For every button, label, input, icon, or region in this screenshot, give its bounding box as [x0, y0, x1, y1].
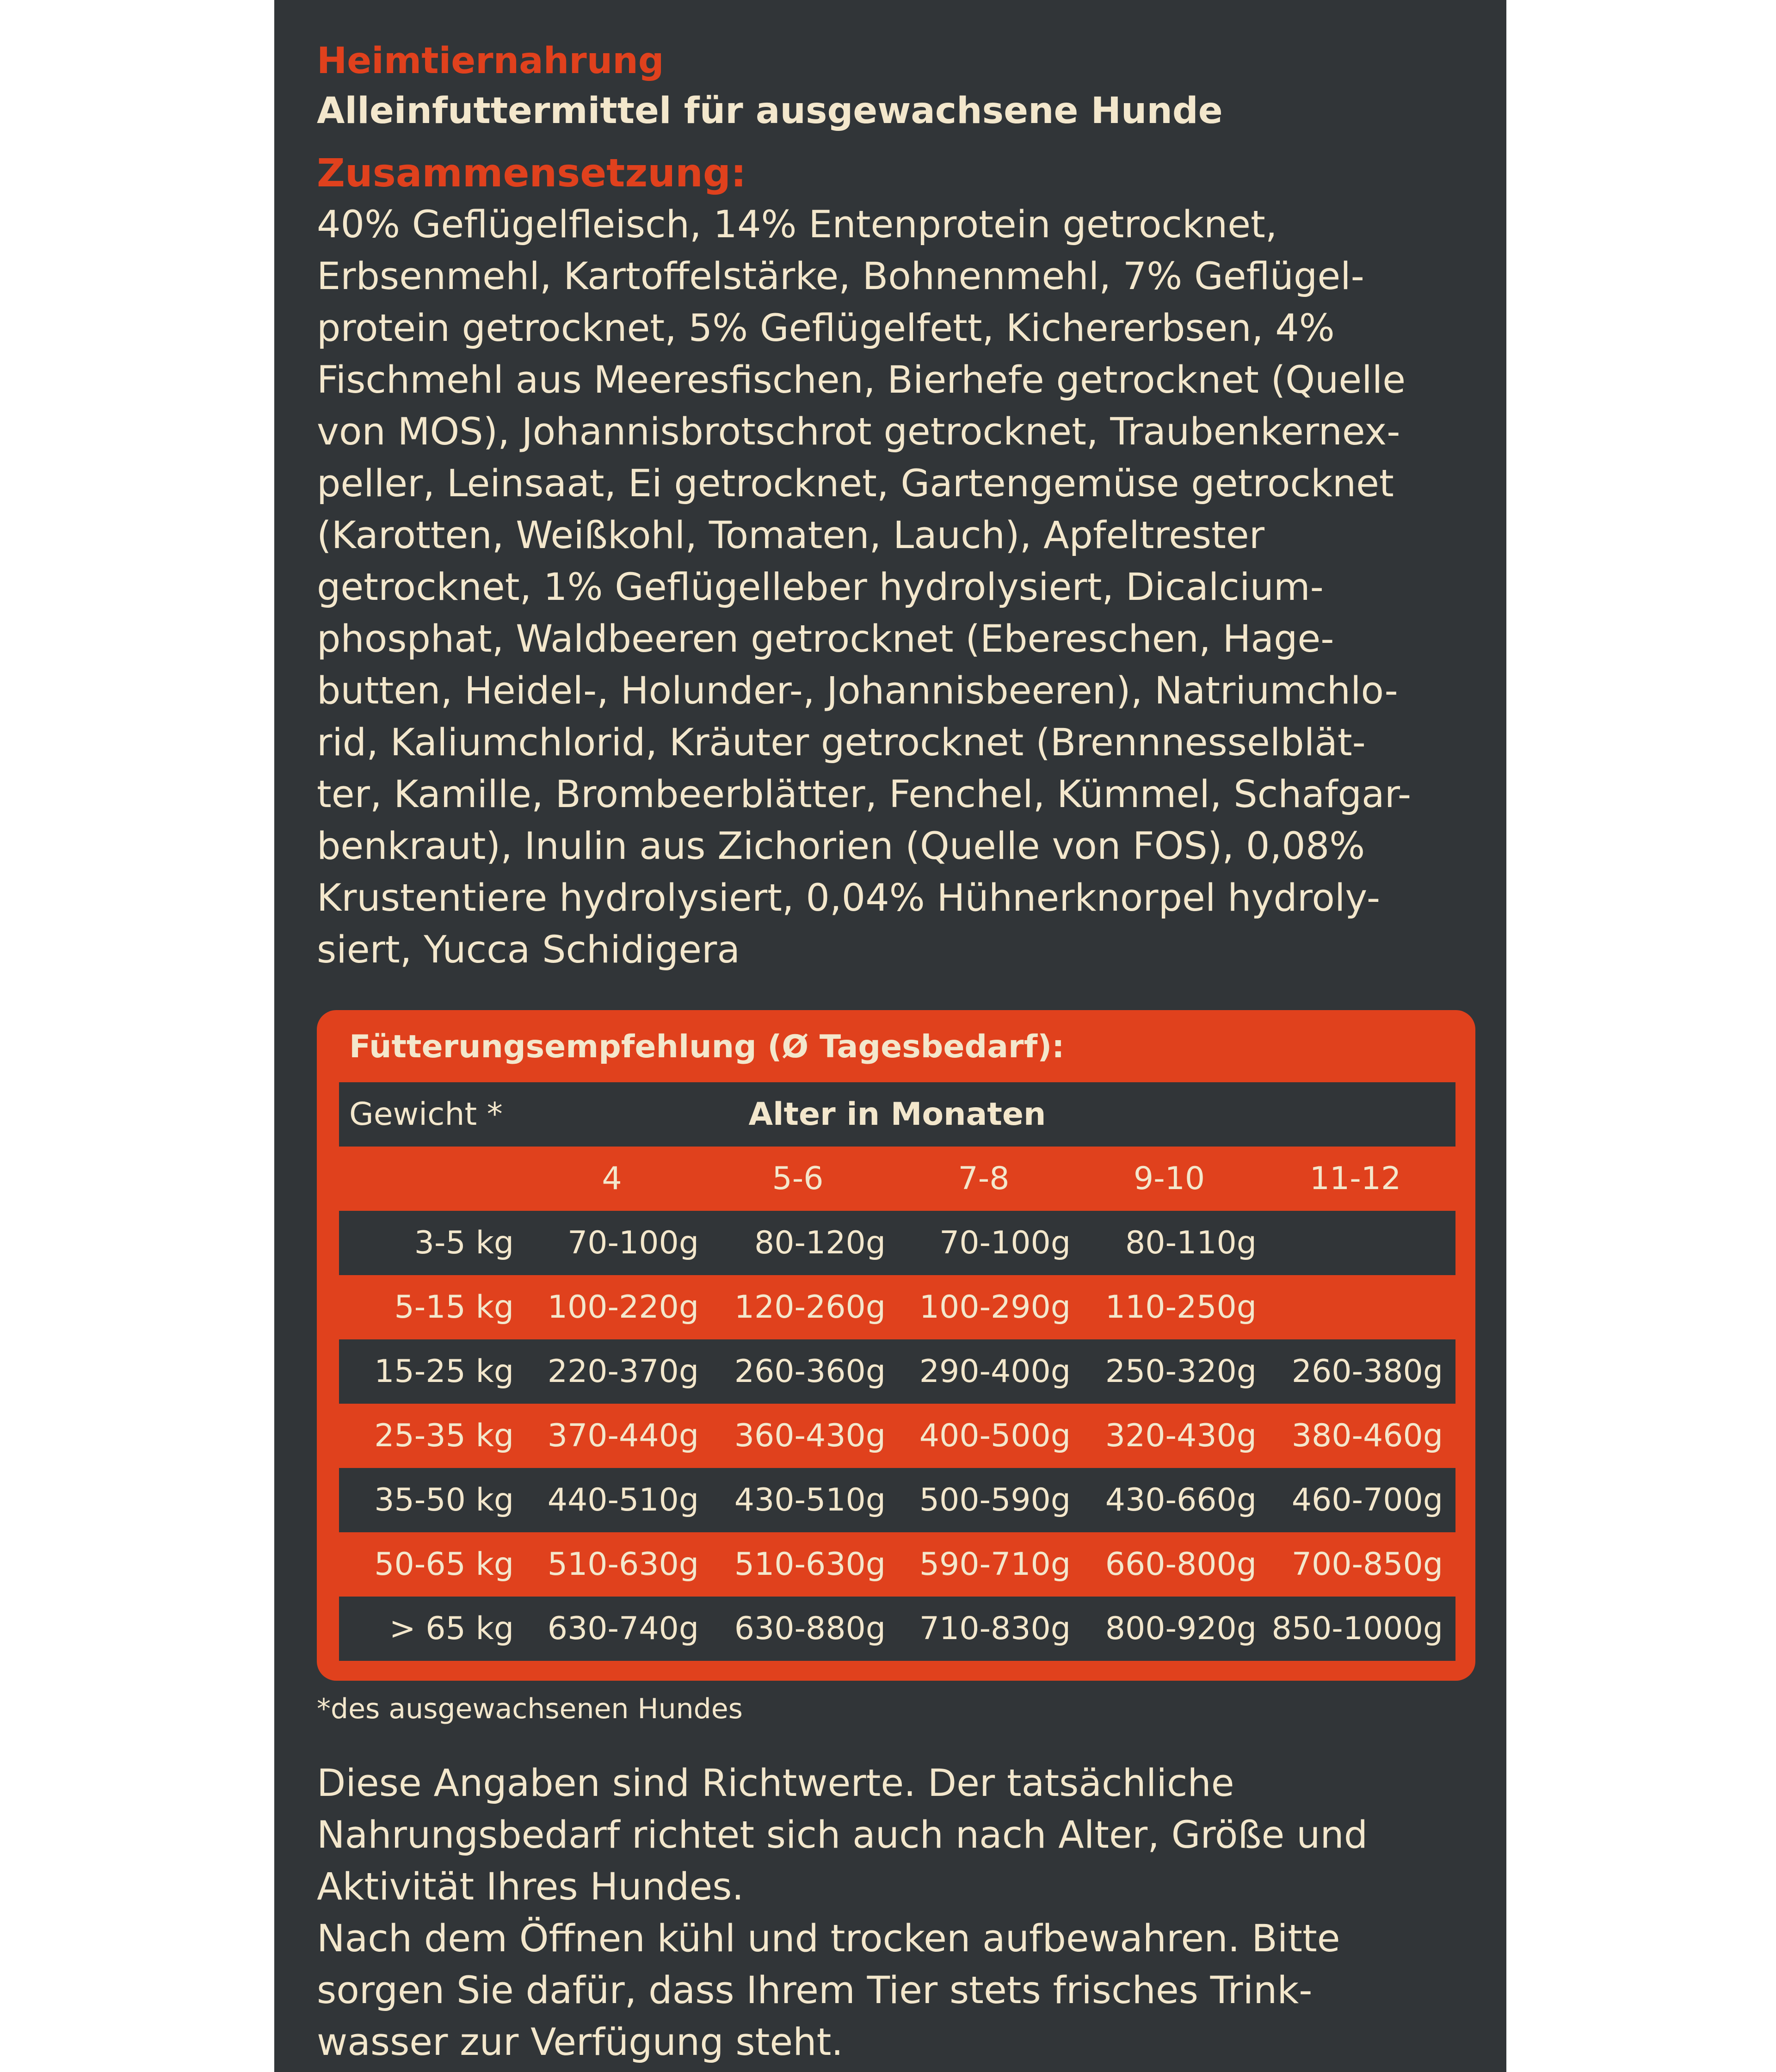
composition-text: 40% Geflügelfleisch, 14% Entenprotein getrocknet, Erbsenmehl, Kartoffelstärke, Bohnenmehl, 7% Geflügel- protein getrocknet, 5% Geflügelfett, Kichererbsen, 4% Fischmehl aus Meeresfischen, Bierhefe getrocknet (Quelle von MOS), Johannisbrotschrot getrocknet, Traubenkernex- peller, Leinsaat, Ei getrocknet, Gartengemüse getrocknet (Karotten, Weißkohl, Tomaten, Lauch), Apfeltrester getrocknet, 1% Geflügelleber hydrolysiert, Dicalcium- phosphat, Waldbeeren getrocknet (Ebereschen, Hage- butten, Heidel-, Holunder-, Johannisbeeren), Natriumchlo- rid, Kaliumchlorid, Kräuter getrocknet (Brennnesselblät- ter, Kamille, Brombeerblätter, Fenchel, Kümmel, Schafgar- benkraut), Inulin aus Zichorien (Quelle von FOS), 0,08% Krustentiere hydrolysiert, 0,04% Hühnerknorpel hydroly- siert, Yucca Schidigera	[317, 203, 1412, 972]
feeding-title: Fütterungsempfehlung (Ø Tagesbedarf):	[349, 1029, 1065, 1065]
age-columns-row	[339, 1147, 1455, 1211]
table-header-row	[339, 1082, 1455, 1147]
amount-cell: 80-110g	[1125, 1225, 1257, 1261]
amount-cell: 430-510g	[734, 1482, 886, 1518]
product-category: Heimtiernahrung	[317, 40, 664, 82]
amount-cell: 250-320g	[1105, 1353, 1257, 1390]
amount-cell: 320-430g	[1105, 1418, 1257, 1454]
age-column-label: 7-8	[958, 1160, 1010, 1197]
amount-cell: 220-370g	[547, 1353, 699, 1390]
amount-cell: 120-260g	[734, 1289, 886, 1326]
amount-cell: 460-700g	[1291, 1482, 1443, 1518]
amount-cell: 430-660g	[1105, 1482, 1257, 1518]
feeding-recommendation-box	[317, 1010, 1475, 1681]
amount-cell: 590-710g	[919, 1546, 1071, 1583]
amount-cell: 70-100g	[567, 1225, 699, 1261]
amount-cell: 440-510g	[547, 1482, 699, 1518]
table-row	[339, 1339, 1455, 1404]
amount-cell: 800-920g	[1105, 1610, 1257, 1647]
weight-cell: > 65 kg	[389, 1610, 514, 1647]
feeding-table	[339, 1082, 1455, 1661]
amount-cell	[1257, 1211, 1443, 1275]
weight-cell: 50-65 kg	[374, 1546, 514, 1583]
weight-cell: 15-25 kg	[374, 1353, 514, 1390]
table-row	[339, 1275, 1455, 1339]
amount-cell: 260-360g	[734, 1353, 886, 1390]
amount-cell: 500-590g	[919, 1482, 1071, 1518]
table-row	[339, 1597, 1455, 1661]
age-column-label: 9-10	[1133, 1160, 1205, 1197]
amount-cell: 710-830g	[919, 1610, 1071, 1647]
age-column-label: 11-12	[1309, 1160, 1401, 1197]
table-footnote: *des ausgewachsenen Hundes	[317, 1693, 743, 1725]
weight-cell: 5-15 kg	[394, 1289, 514, 1326]
amount-cell: 510-630g	[547, 1546, 699, 1583]
amount-cell: 370-440g	[547, 1418, 699, 1454]
amount-cell: 630-880g	[734, 1610, 886, 1647]
amount-cell: 850-1000g	[1271, 1610, 1443, 1647]
amount-cell: 290-400g	[919, 1353, 1071, 1390]
amount-cell	[1257, 1275, 1443, 1339]
table-row	[339, 1211, 1455, 1275]
amount-cell: 100-220g	[547, 1289, 699, 1326]
amount-cell: 510-630g	[734, 1546, 886, 1583]
weight-cell: 35-50 kg	[374, 1482, 514, 1518]
amount-cell: 700-850g	[1291, 1546, 1443, 1583]
amount-cell: 260-380g	[1291, 1353, 1443, 1390]
table-row	[339, 1404, 1455, 1468]
amount-cell: 660-800g	[1105, 1546, 1257, 1583]
age-column-label: 4	[602, 1160, 622, 1197]
storage-notes: Diese Angaben sind Richtwerte. Der tatsächliche Nahrungsbedarf richtet sich auch nach Alter, Größe und Aktivität Ihres Hundes. Nach dem Öffnen kühl und trocken aufbewahren. Bitte sorgen Sie dafür, dass Ihrem Tier stets frisches Trink- wasser zur Verfügung steht.	[317, 1762, 1368, 2064]
age-column-label: 5-6	[772, 1160, 824, 1197]
product-subtitle: Alleinfuttermittel für ausgewachsene Hunde	[317, 90, 1223, 132]
amount-cell: 70-100g	[939, 1225, 1071, 1261]
amount-cell: 400-500g	[919, 1418, 1071, 1454]
amount-cell: 100-290g	[919, 1289, 1071, 1326]
amount-cell: 380-460g	[1291, 1418, 1443, 1454]
amount-cell: 630-740g	[547, 1610, 699, 1647]
weight-header: Gewicht *	[349, 1096, 503, 1133]
label-header	[317, 36, 1482, 976]
table-row	[339, 1532, 1455, 1597]
label-panel	[274, 0, 1506, 2072]
age-header: Alter in Monaten	[748, 1096, 1046, 1133]
composition-title: Zusammensetzung:	[317, 150, 746, 196]
weight-cell: 25-35 kg	[374, 1418, 514, 1454]
amount-cell: 80-120g	[754, 1225, 886, 1261]
amount-cell: 110-250g	[1105, 1289, 1257, 1326]
amount-cell: 360-430g	[734, 1418, 886, 1454]
table-row	[339, 1468, 1455, 1532]
weight-cell: 3-5 kg	[414, 1225, 514, 1261]
